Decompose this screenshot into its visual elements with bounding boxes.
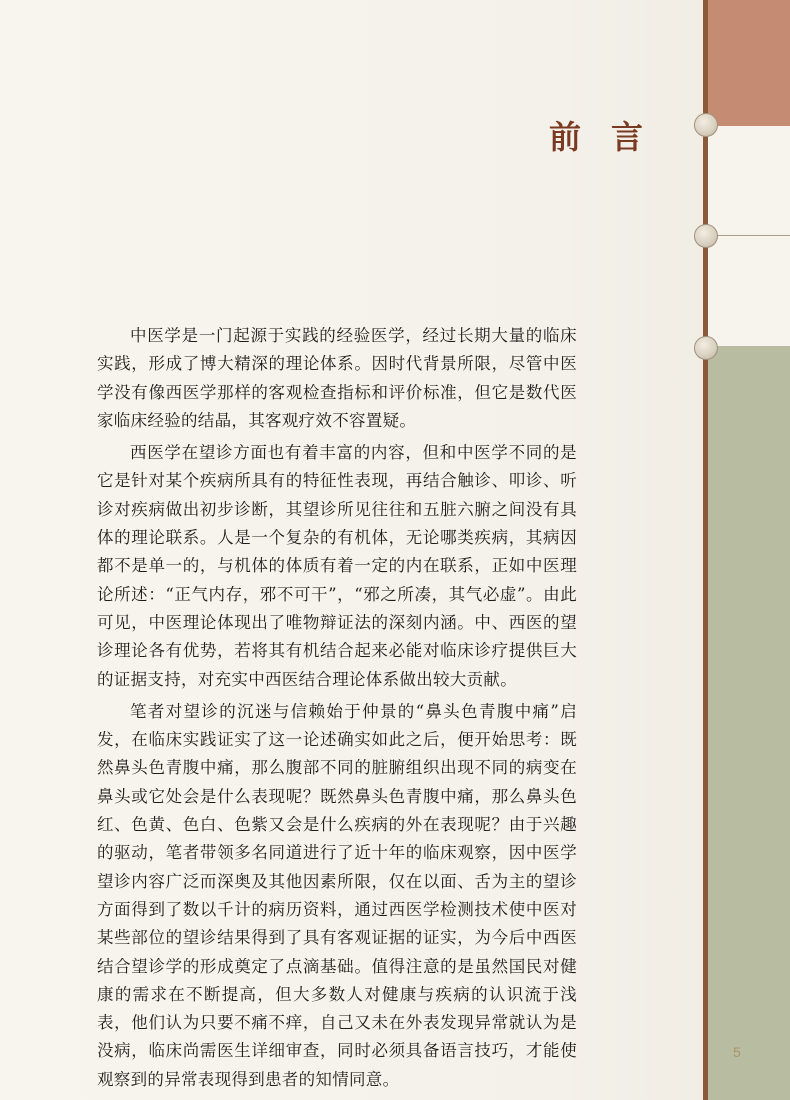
- knob-ornament-icon: [694, 113, 718, 137]
- page-number: 5: [733, 1044, 741, 1060]
- body-text: [97, 322, 577, 1098]
- band-top-block: [703, 0, 790, 126]
- band-bottom-block: [703, 346, 790, 1100]
- paragraph: 笔者对望诊的沉迷与信赖始于仲景的“鼻头色青腹中痛”启发，在临床实践证实了这一论述确实如此之后，便开始思考：既然鼻头色青腹中痛，那么腹部不同的脏腑组织出现不同的病变在鼻头或它处会是什么表现呢？既然鼻头色青腹中痛，那么鼻头色红、色黄、色白、色紫又会是什么疾病的外在表现呢？由于兴趣的驱动，笔者带领多名同道进行了近十年的临床观察，因中医学望诊内容广泛而深奥及其他因素所限，仅在以面、舌为主的望诊方面得到了数以千计的病历资料，通过西医学检测技术使中医对某些部位的望诊结果得到了具有客观证据的证实，为今后中西医结合望诊学的形成奠定了点滴基础。值得注意的是虽然国民对健康的需求在不断提高，但大多数人对健康与疾病的认识流于浅表，他们认为只要不痛不痒，自己又未在外表发现异常就认为是没病，临床尚需医生详细审查，同时必须具备语言技巧，才能使观察到的异常表现得到患者的知情同意。: [97, 701, 577, 1089]
- band-horizontal-line: [713, 235, 790, 236]
- chapter-heading: 前言: [549, 118, 674, 156]
- paragraph: 西医学在望诊方面也有着丰富的内容，但和中医学不同的是它是针对某个疾病所具有的特征性表现，再结合触诊、叩诊、听诊对疾病做出初步诊断，其望诊所见往往和五脏六腑之间没有具体的理论联系。人是一个复杂的有机体，无论哪类疾病，其病因都不是单一的，与机体的体质有着一定的内在联系，正如中医理论所述：“正气内存，邪不可干”，“邪之所凑，其气必虚”。由此可见，中医理论体现出了唯物辩证法的深刻内涵。中、西医的望诊理论各有优势，若将其有机结合起来必能对临床诊疗提供巨大的证据支持，对充实中西医结合理论体系做出较大贡献。: [97, 443, 577, 689]
- band-vertical-line: [703, 0, 708, 1100]
- decorative-side-band: [703, 0, 790, 1100]
- knob-ornament-icon: [694, 336, 718, 360]
- paragraph: 中医学是一门起源于实践的经验医学，经过长期大量的临床实践，形成了博大精深的理论体系。因时代背景所限，尽管中医学没有像西医学那样的客观检查指标和评价标准，但它是数代医家临床经验的结晶，其客观疗效不容置疑。: [97, 326, 577, 430]
- knob-ornament-icon: [694, 224, 718, 248]
